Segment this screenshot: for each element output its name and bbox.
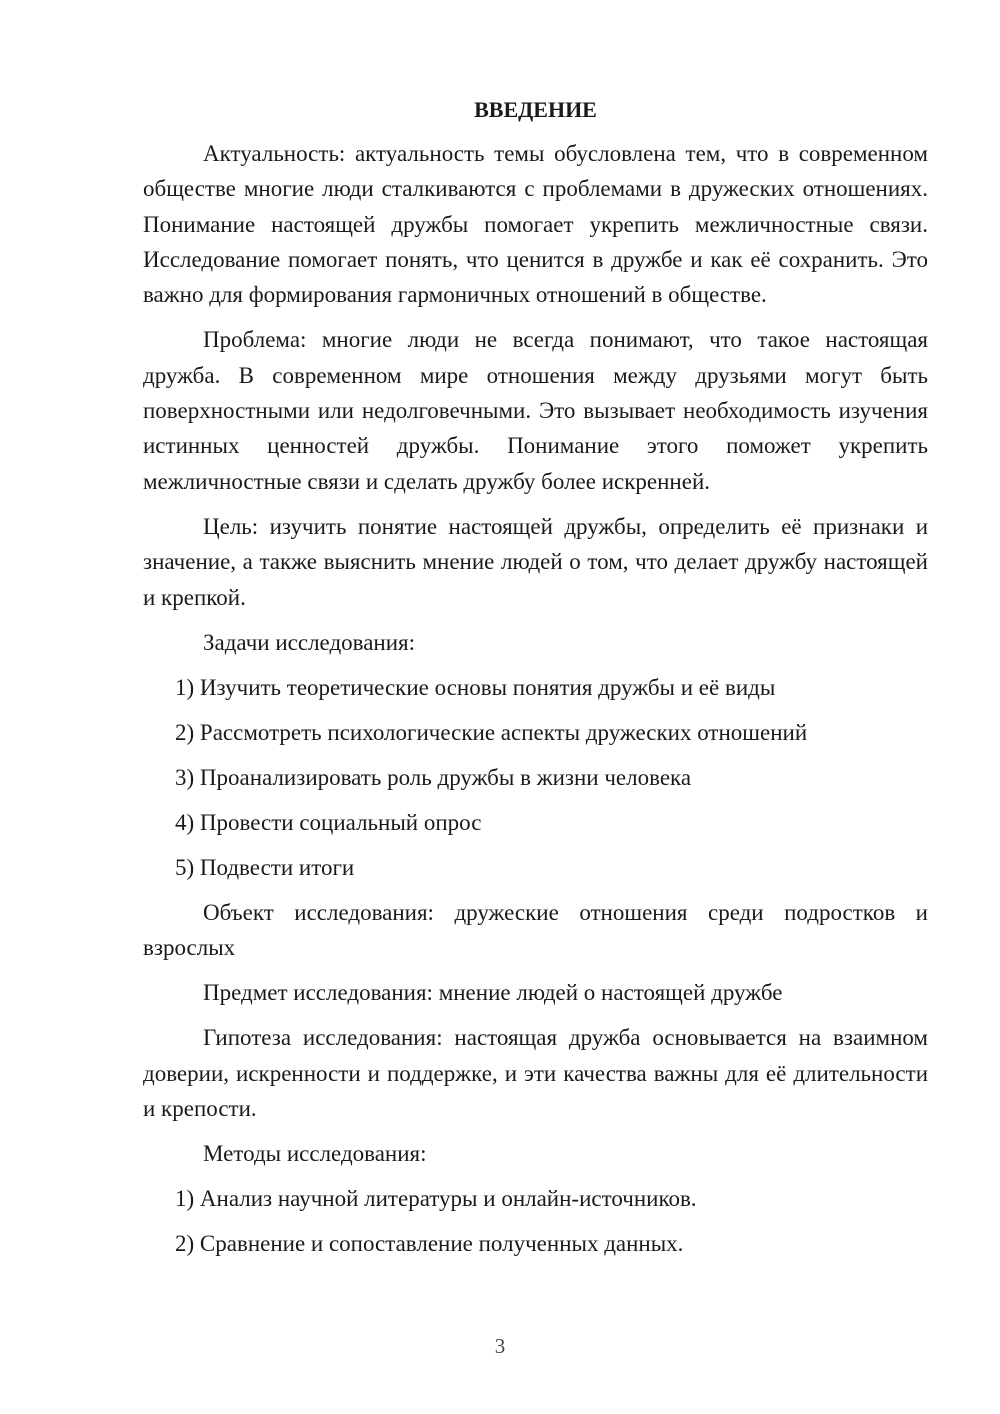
list-item: 2) Сравнение и сопоставление полученных данных.	[175, 1231, 684, 1257]
subject-paragraph: Предмет исследования: мнение людей о настоящей дружбе	[203, 980, 783, 1006]
relevance-paragraph: Актуальность: актуальность темы обусловлена тем, что в современном обществе многие люди сталкиваются с проблемами в дружеских отношениях. Понимание настоящей дружбы помогает укрепить межличностные связи. Исследование помогает понять, что ценится в дружбе и как её сохранить. Это важно для формирования гармоничных отношений в обществе.	[143, 141, 928, 308]
list-item: 2) Рассмотреть психологические аспекты дружеских отношений	[175, 719, 808, 745]
problem-paragraph: Проблема: многие люди не всегда понимают, что такое настоящая дружба. В современном мире отношения между друзьями могут быть поверхностными или недолговечными. Это вызывает необходимость изучения истинных ценностей дружбы. Понимание этого поможет укрепить межличностные связи и сделать дружбу более искренней.	[143, 327, 928, 494]
methods-list	[143, 1181, 928, 1261]
page-title: ВВЕДЕНИЕ	[474, 97, 597, 122]
list-item: 5) Подвести итоги	[175, 854, 355, 880]
list-item: 3) Проанализировать роль дружбы в жизни человека	[175, 764, 692, 790]
object-paragraph: Объект исследования: дружеские отношения среди подростков и взрослых	[143, 899, 928, 961]
tasks-list	[143, 670, 928, 885]
methods-heading: Методы исследования:	[203, 1141, 427, 1167]
list-item: 1) Изучить теоретические основы понятия дружбы и её виды	[175, 674, 776, 700]
list-item: 1) Анализ научной литературы и онлайн-источников.	[175, 1186, 697, 1212]
page-number: 3	[494, 1334, 506, 1358]
list-item: 4) Провести социальный опрос	[175, 809, 482, 835]
hypothesis-paragraph: Гипотеза исследования: настоящая дружба основывается на взаимном доверии, искренности и поддержке, и эти качества важны для её длительности и крепости.	[143, 1025, 928, 1122]
document-page	[143, 96, 928, 1271]
tasks-heading: Задачи исследования:	[203, 629, 416, 655]
goal-paragraph: Цель: изучить понятие настоящей дружбы, определить её признаки и значение, а также выяснить мнение людей о том, что делает дружбу настоящей и крепкой.	[143, 513, 928, 610]
